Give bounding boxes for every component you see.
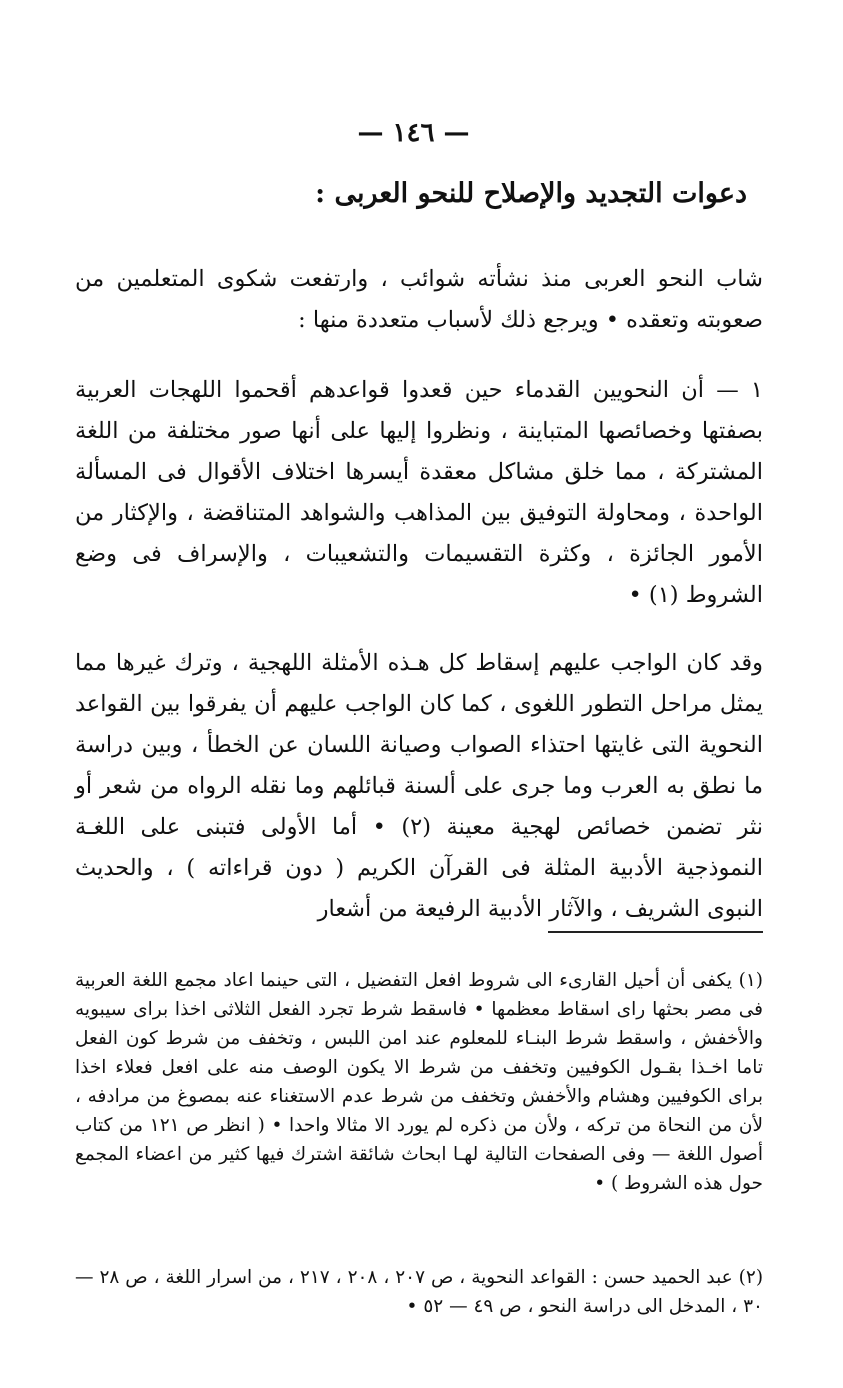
section-heading: دعوات التجديد والإصلاح للنحو العربى : xyxy=(315,178,747,209)
paragraph-point-1: ١ — أن النحويين القدماء حين قعدوا قواعدهم أقحموا اللهجات العربية بصفتها وخصائصها المتباينة ، ونظروا إليها على أنها صور مختلفة من اللغة المشتركة ، مما خلق مشاكل معقدة أيسرها اختلاف الأقوال فى المسألة الواحدة ، ومحاولة التوفيق بين المذاهب والشواهد المتناقضة ، والإكثار من الأمور الجائزة ، وكثرة التقسيمات والتشعيبات ، والإسراف فى وضع الشروط (١) • xyxy=(75,376,763,608)
paragraph-continuation: وقد كان الواجب عليهم إسقاط كل هـذه الأمثلة اللهجية ، وترك غيرها مما يمثل مراحل التطور اللغوى ، كما كان الواجب عليهم أن يفرقوا بين القواعد النحوية التى غايتها احتذاء الصواب وصيانة اللسان عن الخطأ ، وبين دراسة ما نطق به العرب وما جرى على ألسنة قبائلهم وما نقله الرواه من شعر أو نثر تضمن خصائص لهجية معينة (٢) • أما الأولى فتبنى على اللغـة النموذجية الأدبية المثلة فى القرآن الكريم ( دون قراءاته ) ، والحديث النبوى الشريف ، والآثار الأدبية الرفيعة من أشعار xyxy=(75,649,764,922)
footnote-2: (٢) عبد الحميد حسن : القواعد النحوية ، ص ٢٠٧ ، ٢٠٨ ، ٢١٧ ، من اسرار اللغة ، ص ٢٨ — ٣٠ ، المدخل الى دراسة النحو ، ص ٤٩ — ٥٢ • xyxy=(75,1266,764,1317)
page-number: — ١٤٦ — xyxy=(357,118,470,148)
footnote-divider xyxy=(548,931,763,933)
footnote-1: (١) يكفى أن أحيل القارىء الى شروط افعل التفضيل ، التى حينما اعاد مجمع اللغة العربية فى مصر بحثها راى اسقاط معظمها • فاسقط شرط تجرد الفعل الثلاثى اخذا براى سيبويه والأخفش ، واسقط شرط البنـاء للمعلوم عند امن اللبس ، وتخفف من شرط كون الفعل تاما اخـذا بقـول الكوفيين وتخفف من شرط الا يكون الوصف منه على افعل فعلاء اخذا براى الكوفيين وهشام والأخفش وتخفف من شرط عدم الاستغناء عنه بمصوغ من مرادفه ، لأن من النحاة من تركه ، ولأن من ذكره لم يورد الا مثالا واحدا • ( انظر ص ١٢١ من كتاب أصول اللغة — وفى الصفحات التالية لهـا ابحاث شائقة اشترك فيها كثير من اعضاء المجمع حول هذه الشروط ) • xyxy=(75,969,764,1194)
paragraph-intro: شاب النحو العربى منذ نشأته شوائب ، وارتفعت شكوى المتعلمين من صعوبته وتعقده • ويرجع ذلك لأسباب متعددة منها : xyxy=(75,265,763,333)
